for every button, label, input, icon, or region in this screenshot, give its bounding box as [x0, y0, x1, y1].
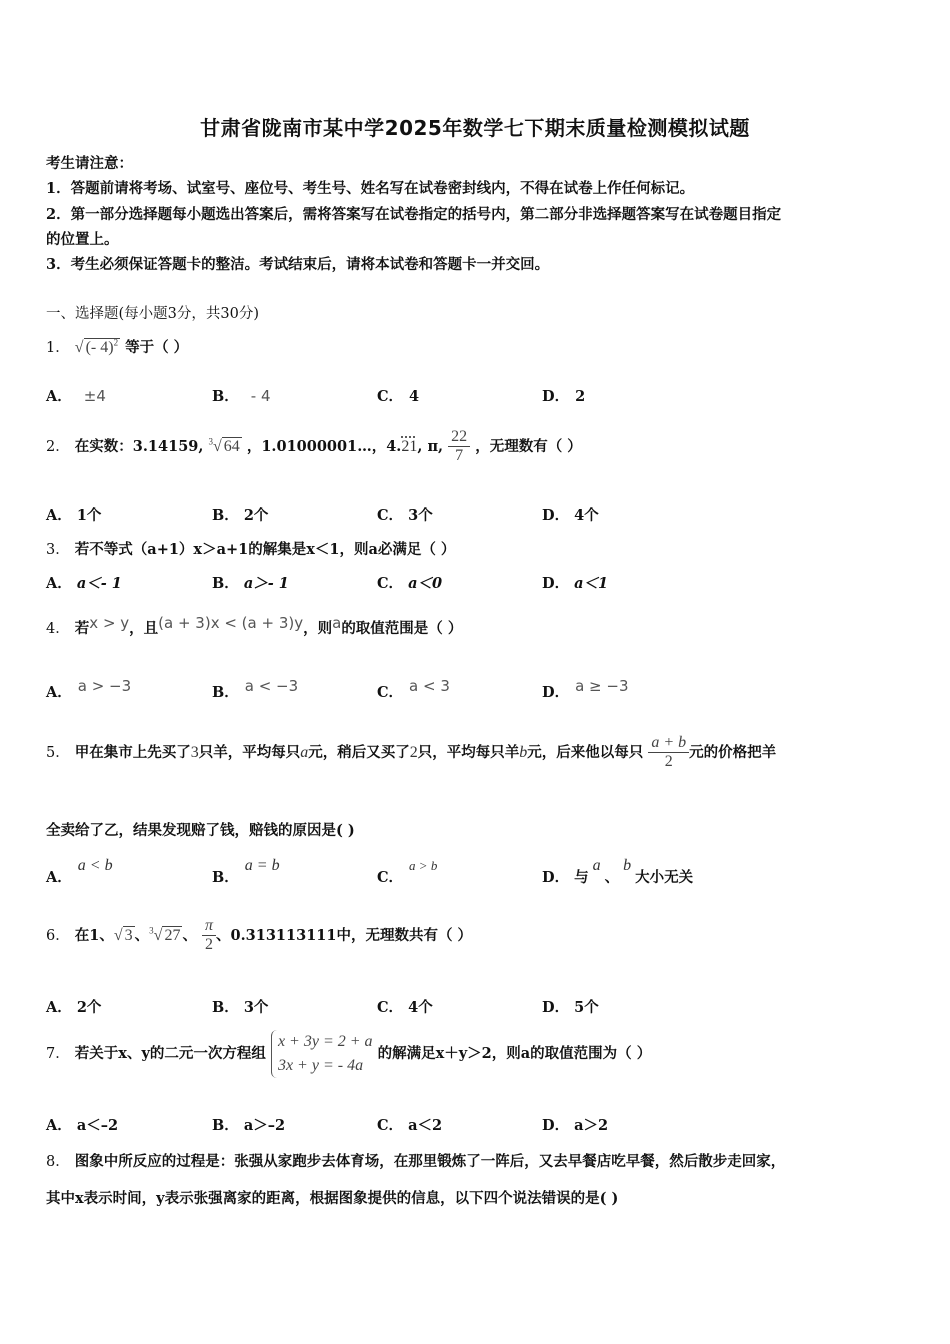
option-value: 2 [575, 388, 586, 405]
option-value: 大小无关 [635, 869, 694, 886]
q5-option-b[interactable] [212, 857, 280, 887]
notice-item-2: 2．第一部分选择题每小题选出答案后，需将答案写在试卷指定的括号内，第二部分非选择题答案写在试卷题目指定 [46, 206, 782, 223]
q2-option-c[interactable] [377, 504, 433, 525]
question-8 [46, 1150, 785, 1171]
cube-root: $^3$√ 27 [149, 925, 181, 944]
question-number: 1． [46, 340, 70, 356]
question-number: 8． [46, 1154, 70, 1170]
q1-option-c[interactable] [377, 385, 419, 406]
exponent: 2 [113, 337, 119, 348]
option-label: C． [377, 999, 404, 1016]
question-8-cont: 其中x表示时间，y表示张强离家的距离，根据图象提供的信息，以下四个说法错误的是( ) [46, 1190, 619, 1207]
q4-option-b[interactable] [212, 677, 299, 702]
question-text: 的取值范围是（ ） [341, 620, 463, 637]
q1-option-b[interactable] [212, 385, 271, 406]
option-label: B． [212, 1117, 239, 1134]
root-index: 3 [149, 925, 154, 936]
q7-option-d[interactable] [542, 1114, 608, 1135]
fraction [202, 917, 216, 955]
numerator: 22 [448, 428, 470, 447]
option-value: 2个 [243, 507, 269, 524]
option-label: A． [46, 507, 72, 524]
repeating-decimal: 21 [401, 437, 418, 455]
denominator: 2 [205, 936, 214, 954]
option-value: a < b [77, 857, 113, 874]
option-value: a ≥ −3 [575, 677, 629, 695]
option-value: a < 3 [409, 677, 450, 695]
cube-root: $^3$√ 64 [208, 436, 240, 455]
option-label: C． [377, 684, 404, 701]
option-value: 4 [409, 388, 420, 405]
question-text: 只，平均每只羊 [417, 743, 520, 761]
question-text: 元的价格把羊 [689, 743, 777, 761]
q6-option-c[interactable] [377, 996, 433, 1017]
q2-option-a[interactable] [46, 504, 101, 525]
q6-option-a[interactable] [46, 996, 101, 1017]
option-label: A． [46, 869, 72, 886]
option-value: a＜2 [408, 1117, 443, 1134]
option-label: A． [46, 999, 72, 1016]
question-text: 在1、 [74, 926, 114, 944]
fraction [648, 734, 689, 772]
root-index: 3 [208, 436, 213, 447]
q6-option-b[interactable] [212, 996, 268, 1017]
question-7 [46, 1030, 651, 1078]
denominator: 2 [664, 753, 673, 771]
question-6 [46, 917, 472, 955]
section-heading: 一、选择题(每小题3分，共30分) [46, 306, 259, 322]
variable: b [519, 743, 528, 761]
question-2 [46, 428, 582, 466]
number: 3 [190, 743, 199, 761]
q2-option-d[interactable] [542, 504, 599, 525]
option-value: a＞- 1 [243, 575, 289, 592]
variable: a [300, 743, 309, 761]
question-text: 、0.313113111中，无理数共有（ ） [216, 926, 473, 944]
option-value: a = b [244, 857, 280, 874]
q3-option-a[interactable] [46, 572, 122, 593]
question-text: ，且 [129, 620, 159, 637]
q3-option-c[interactable] [377, 572, 442, 593]
variable: b [623, 857, 632, 874]
q5-option-c[interactable] [377, 858, 438, 887]
notice-item-2-cont: 的位置上。 [46, 231, 119, 248]
inequality: (a + 3)x < (a + 3)y [158, 614, 304, 632]
question-text: 、 [134, 926, 150, 944]
question-text: ，1.01000001…，4. [246, 437, 402, 455]
option-value: ±4 [83, 387, 106, 405]
option-label: B． [212, 869, 239, 886]
question-text: 在实数：3.14159, [74, 437, 204, 455]
option-label: D． [542, 869, 570, 886]
q3-option-d[interactable] [542, 572, 608, 593]
notice-item-1: 1．答题前请将考场、试室号、座位号、考生号、姓名写在试卷密封线内，不得在试卷上作任何标记。 [46, 180, 695, 197]
fraction [448, 428, 470, 466]
option-label: B． [212, 388, 239, 405]
question-5 [46, 734, 776, 772]
q4-option-a[interactable] [46, 677, 132, 702]
option-label: C． [377, 507, 404, 524]
question-4 [46, 614, 463, 638]
option-label: A． [46, 684, 72, 701]
equation-2: 3x + y = - 4a [277, 1057, 364, 1074]
option-label: A． [46, 388, 72, 405]
option-label: D． [542, 999, 570, 1016]
option-value: a＞2 [574, 1117, 609, 1134]
question-text: ，无理数有（ ） [475, 437, 582, 455]
numerator: a + b [648, 734, 689, 753]
equation-1: x + 3y = 2 + a [277, 1033, 373, 1050]
q5-option-a[interactable] [46, 857, 113, 887]
option-value: 5个 [574, 999, 599, 1016]
radicand: 64 [223, 437, 240, 455]
numerator: π [202, 917, 216, 936]
number: 2 [409, 743, 418, 761]
option-label: D． [542, 575, 570, 592]
option-value: 4个 [408, 999, 433, 1016]
option-label: C． [377, 1117, 404, 1134]
q7-option-c[interactable] [377, 1114, 442, 1135]
question-number: 2． [46, 438, 70, 455]
option-value: a＜–2 [76, 1117, 119, 1134]
option-value: a＞–2 [243, 1117, 286, 1134]
option-label: B． [212, 507, 239, 524]
q7-option-a[interactable] [46, 1114, 118, 1135]
variable: a [592, 857, 601, 874]
question-text: 元，后来他以每只 [527, 743, 644, 761]
option-label: C． [377, 575, 404, 592]
option-label: C． [377, 869, 404, 886]
question-text: 甲在集市上先买了 [74, 743, 191, 761]
question-3 [46, 538, 455, 559]
q5-option-d[interactable] [542, 857, 694, 887]
radicand: (- 4) [85, 339, 114, 356]
sqrt-expression: √ (- 4)$^2$ [74, 337, 119, 356]
variable: a [332, 614, 342, 632]
option-value: a < −3 [244, 677, 299, 695]
option-label: B． [212, 684, 239, 701]
option-value: a > −3 [77, 677, 132, 695]
q1-option-d[interactable] [542, 385, 585, 406]
notice-item-3: 3．考生必须保证答题卡的整洁。考试结束后，请将本试卷和答题卡一并交回。 [46, 256, 550, 273]
denominator: 7 [455, 447, 464, 465]
question-number: 7． [46, 1046, 70, 1062]
option-label: A． [46, 575, 72, 592]
question-text: 元，稍后又买了 [308, 743, 410, 761]
question-text: 的解满足x＋y＞2，则a的取值范围为（ ） [377, 1045, 652, 1062]
q1-option-a[interactable] [46, 385, 106, 406]
radicand: 27 [164, 926, 181, 944]
option-value: 3个 [408, 507, 433, 524]
q3-option-b[interactable] [212, 572, 289, 593]
option-label: D． [542, 684, 570, 701]
question-number: 4． [46, 621, 70, 637]
q4-option-c[interactable] [377, 677, 450, 702]
notice-heading: 考生请注意： [46, 155, 133, 172]
question-text: 若不等式（a+1）x＞a+1的解集是x＜1，则a必满足（ ） [74, 541, 456, 558]
question-text: 图象中所反应的过程是：张强从家跑步去体育场，在那里锻炼了一阵后，又去早餐店吃早餐，然后散步走回家， [74, 1153, 786, 1170]
q2-option-b[interactable] [212, 504, 268, 525]
option-value: a > b [409, 858, 438, 873]
option-label: B． [212, 575, 239, 592]
option-value: a＜1 [574, 575, 609, 592]
question-text: 若 [74, 620, 90, 637]
question-number: 6． [46, 927, 70, 944]
option-label: D． [542, 1117, 570, 1134]
equation-system [271, 1030, 373, 1078]
question-text: , π, [417, 437, 444, 455]
option-value: - 4 [250, 387, 271, 405]
question-1 [46, 336, 188, 357]
page-title: 甘肃省陇南市某中学2025年数学七下期末质量检测模拟试题 [200, 116, 750, 140]
option-value: 3个 [243, 999, 269, 1016]
option-value: 2个 [76, 999, 102, 1016]
question-text: ，则 [303, 620, 333, 637]
option-label: A． [46, 1117, 72, 1134]
option-label: D． [542, 507, 570, 524]
option-label: B． [212, 999, 239, 1016]
option-label: D． [542, 388, 570, 405]
option-value: a＜- 1 [76, 575, 122, 592]
option-value: 与 [574, 869, 589, 886]
q7-option-b[interactable] [212, 1114, 285, 1135]
q6-option-d[interactable] [542, 996, 599, 1017]
question-5-cont: 全卖给了乙，结果发现赔了钱，赔钱的原因是( ) [46, 822, 355, 839]
radicand: 3 [124, 926, 133, 944]
question-text: 只羊，平均每只 [198, 743, 301, 761]
option-value: a＜0 [408, 575, 443, 592]
question-text: 若关于x、y的二元一次方程组 [74, 1045, 266, 1062]
option-value: 4个 [574, 507, 599, 524]
question-text: 、 [182, 926, 197, 944]
option-value: 1个 [76, 507, 102, 524]
separator: 、 [604, 869, 620, 886]
square-root: √ 3 [113, 926, 133, 944]
option-label: C． [377, 388, 404, 405]
q4-option-d[interactable] [542, 677, 629, 702]
question-text: 等于（ ） [125, 339, 189, 356]
inequality: x > y [89, 614, 130, 632]
question-number: 3． [46, 542, 70, 558]
question-number: 5． [46, 744, 70, 761]
